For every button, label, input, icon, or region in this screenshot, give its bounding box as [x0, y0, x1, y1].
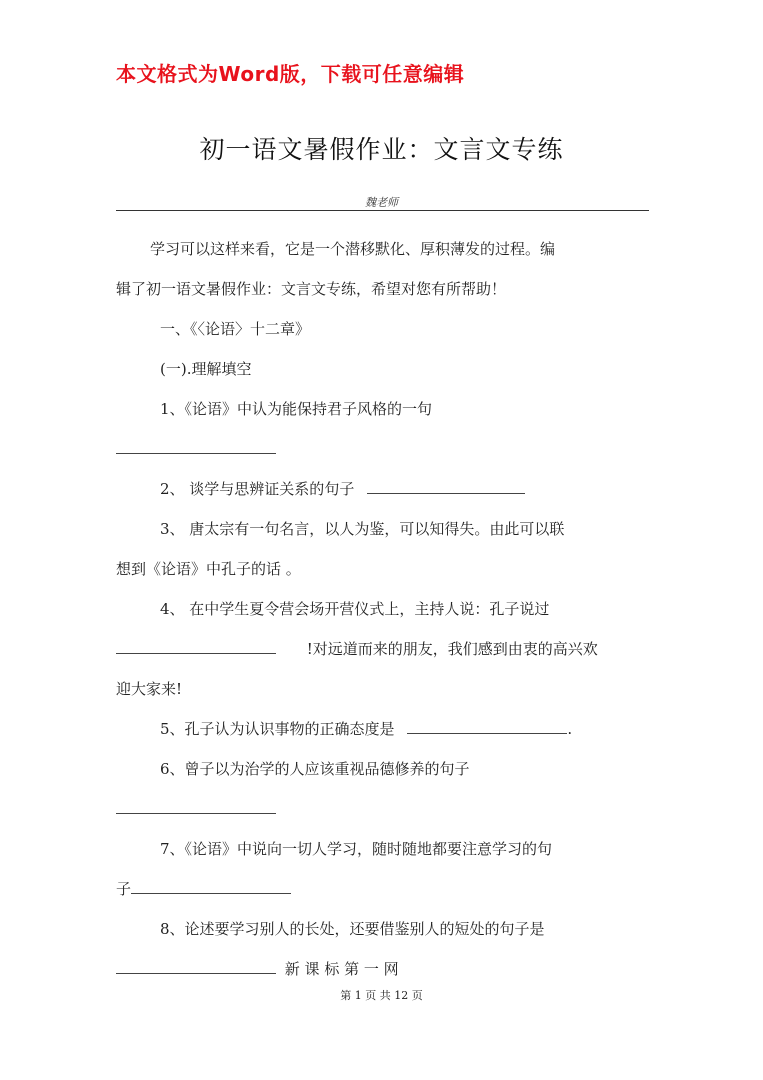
question-5-row — [160, 718, 572, 739]
question-5-period: . — [567, 720, 573, 738]
intro-line-2: 辑了初一语文暑假作业：文言文专练，希望对您有所帮助！ — [116, 280, 507, 298]
question-3-line-2: 想到《论语》中孔子的话 。 — [116, 560, 301, 578]
question-8-row-2 — [116, 958, 399, 979]
question-4-row-2 — [116, 638, 598, 659]
subsection-heading: (一).理解填空 — [160, 360, 252, 378]
author-name: 魏老师 — [365, 196, 398, 209]
question-5: 5、孔子认为认识事物的正确态度是 — [160, 720, 395, 738]
answer-blank[interactable] — [116, 801, 276, 814]
answer-blank[interactable] — [116, 441, 276, 454]
question-4-line-1: 4、 在中学生夏令营会场开营仪式上，主持人说：孔子说过 — [160, 600, 550, 618]
question-2-row — [160, 478, 525, 499]
question-4-line-2: !对远道而来的朋友，我们感到由衷的高兴欢 — [306, 640, 598, 658]
header-rule — [116, 210, 649, 211]
question-8: 8、论述要学习别人的长处，还要借鉴别人的短处的句子是 — [160, 920, 545, 938]
question-7-line-1: 7、《论语》中说向一切人学习，随时随地都要注意学习的句 — [160, 840, 553, 858]
answer-blank[interactable] — [116, 961, 276, 974]
question-7-line-2: 子 — [116, 880, 132, 898]
question-6-answer-line — [116, 800, 276, 818]
question-2: 2、 谈学与思辨证关系的句子 — [160, 480, 355, 498]
page-number-footer: 第 1 页 共 12 页 — [340, 989, 423, 1002]
question-6: 6、曾子以为治学的人应该重视品德修养的句子 — [160, 760, 470, 778]
watermark-text: 新 课 标 第 一 网 — [284, 960, 399, 978]
intro-line-1: 学习可以这样来看，它是一个潜移默化、厚积薄发的过程。编 — [150, 240, 556, 258]
question-3-line-1: 3、 唐太宗有一句名言，以人为鉴，可以知得失。由此可以联 — [160, 520, 565, 538]
question-1: 1、《论语》中认为能保持君子风格的一句 — [160, 400, 433, 418]
question-1-answer-line — [116, 440, 276, 458]
document-title: 初一语文暑假作业：文言文专练 — [199, 135, 564, 164]
answer-blank[interactable] — [116, 641, 276, 654]
section-heading: 一、《〈论语〉十二章》 — [160, 320, 311, 338]
answer-blank[interactable] — [367, 481, 525, 494]
question-4-line-3: 迎大家来! — [116, 680, 183, 698]
format-banner: 本文格式为Word版，下载可任意编辑 — [116, 62, 465, 86]
answer-blank[interactable] — [407, 721, 567, 734]
question-7-row-2 — [116, 878, 291, 899]
answer-blank[interactable] — [131, 881, 291, 894]
